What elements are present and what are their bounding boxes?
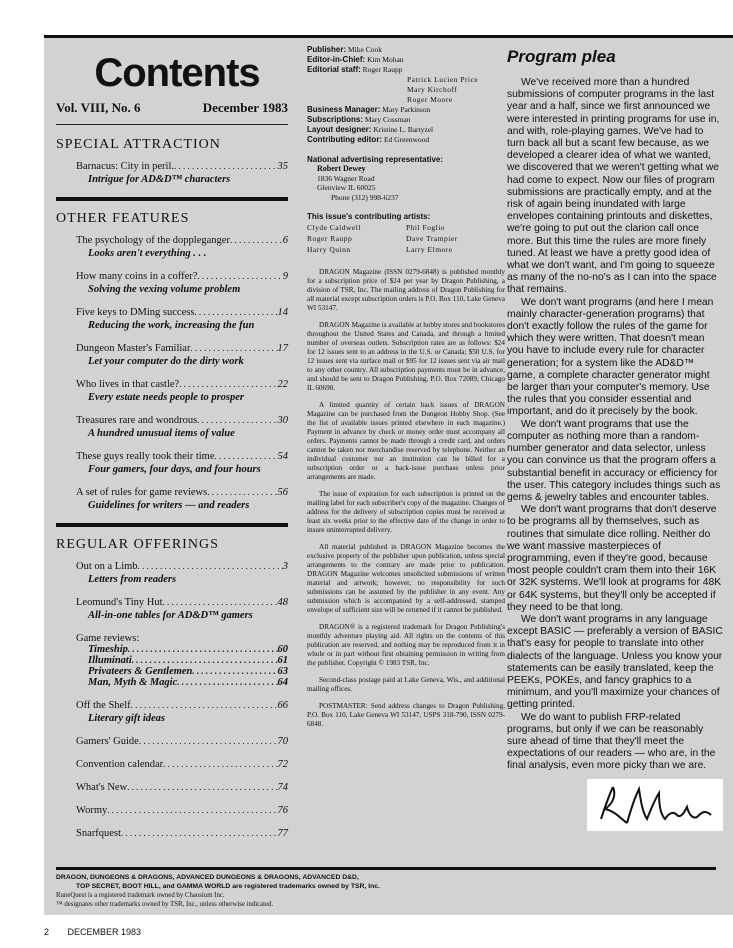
contents-entry xyxy=(76,235,288,259)
artist-name: Phil Foglio xyxy=(406,223,446,232)
entry-line xyxy=(76,161,288,172)
section-heading-features: OTHER FEATURES xyxy=(56,211,190,226)
entry-page: 66 xyxy=(277,700,288,711)
subscriptions-name: Mary Cossman xyxy=(364,115,411,124)
entry-line xyxy=(76,451,288,462)
trademark-line: TOP SECRET, BOOT HILL, and GAMMA WORLD are registered trademarks owned by TSR, Inc. xyxy=(76,883,380,890)
entry-line xyxy=(76,782,288,793)
entry-title: Five keys to DMing success xyxy=(76,307,195,318)
entry-page: 76 xyxy=(277,805,288,816)
masthead xyxy=(307,45,505,145)
entry-page: 17 xyxy=(277,343,288,354)
editorial-body xyxy=(507,77,723,773)
staff-name: Mary Kirchoff xyxy=(407,85,458,94)
review-page: 60 xyxy=(277,644,288,655)
review-title: Man, Myth & Magic xyxy=(88,677,178,688)
contents-entry xyxy=(76,828,288,839)
contents-entry xyxy=(76,307,288,331)
entry-line xyxy=(76,561,288,572)
entry-page: 56 xyxy=(277,487,288,498)
divider xyxy=(56,124,288,125)
material-paragraph: All material published in DRAGON Magazine becomes the exclusive property of the publisher upon publication, unless special arrangements to the contrary are made prior to publication. DRAGON Magazine welcomes unsolicited submissions of written material and artwork; however, no responsibility for such submissions can be assumed by the publisher in any event. Any submission which is accompanied by a self-addressed, stamped envelope of sufficient size will be returned if it cannot be published. xyxy=(307,543,505,614)
entry-title: Leomund's Tiny Hut xyxy=(76,597,163,608)
leader-dots xyxy=(121,828,278,839)
editor-signature xyxy=(587,779,723,831)
entry-description: Looks aren't everything . . . xyxy=(88,248,207,259)
leader-dots xyxy=(132,655,278,666)
artist-name: Roger Raupp xyxy=(307,234,353,243)
entry-page: 35 xyxy=(277,161,288,172)
entry-line xyxy=(76,343,288,354)
entry-page: 74 xyxy=(277,782,288,793)
review-page: 64 xyxy=(277,677,288,688)
business-manager-label: Business Manager: xyxy=(307,105,381,114)
entry-page: 72 xyxy=(277,759,288,770)
page-footer xyxy=(44,927,141,937)
editor-label: Editor-in-Chief: xyxy=(307,55,366,64)
entry-page: 54 xyxy=(277,451,288,462)
leader-dots xyxy=(174,161,278,172)
issue-line xyxy=(56,100,288,116)
regular-list xyxy=(56,561,288,621)
entry-title: Gamers' Guide xyxy=(76,736,139,747)
contents-entry xyxy=(76,597,288,621)
entry-line xyxy=(76,235,288,246)
leader-dots xyxy=(190,343,277,354)
entry-title: Snarfquest xyxy=(76,828,121,839)
leader-dots xyxy=(107,805,277,816)
entry-line xyxy=(76,307,288,318)
review-entry xyxy=(88,677,288,688)
entry-title: A set of rules for game reviews xyxy=(76,487,208,498)
leader-dots xyxy=(127,782,277,793)
entry-page: 48 xyxy=(277,597,288,608)
entry-description: Solving the vexing volume problem xyxy=(88,284,241,295)
publisher-label: Publisher: xyxy=(307,45,347,54)
entry-line xyxy=(76,700,288,711)
review-entry xyxy=(88,655,288,666)
entry-page: 3 xyxy=(282,561,288,572)
entry-page: 14 xyxy=(277,307,288,318)
layout-name: Kristine L. Bartyzel xyxy=(373,125,434,134)
masthead-column xyxy=(307,45,505,729)
contributing-editor-label: Contributing editor: xyxy=(307,135,383,144)
editorial-paragraph: We've received more than a hundred submissions of computer programs in the last year and a half, since we first announced we were interested in printing programs for use in, and with, role-playing games. We've had to turn back all but a scant few because, as we developed a clearer idea of what we wanted, we discovered that we weren't getting what we had come to expect. Now our files of program submissions are practically empty, and at the risk of again being inundated with large envelopes containing printouts and diskettes, we're going to put out the clarion call once more. But this time the rules are more finely tuned. At least we have a pretty good idea of what we don't want, and I'm going to squeeze as many of the no-no's as I can into the space that remains. xyxy=(507,77,720,296)
review-title: Privateers & Gentlemen xyxy=(88,666,193,677)
layout-label: Layout designer: xyxy=(307,125,372,134)
editorial-paragraph: We don't want programs (and here I mean mainly character-generation programs) that don't exactly follow the rules of the game for which they were written. That doesn't mean you have to include every rule for character generation; for a system like the AD&D™ game, a complete character generator might be larger than your computer's memory. Use the rules that you consider essential and important, and do it precisely by the book. xyxy=(507,296,714,418)
postmaster-paragraph: POSTMASTER: Send address changes to Dragon Publishing, P.O. Box 110, Lake Geneva WI 53147, USPS 318-790, ISSN 0279-6848. xyxy=(307,702,505,728)
entry-line xyxy=(76,828,288,839)
artists-heading: This issue's contributing artists: xyxy=(307,212,431,221)
entry-title: How many coins in a coffer? xyxy=(76,271,198,282)
entry-description: Intrigue for AD&D™ characters xyxy=(88,174,231,185)
trademark-line: ™ designates other trademarks owned by TSR, Inc., unless otherwise indicated. xyxy=(56,901,274,908)
leader-dots xyxy=(139,736,278,747)
leader-dots xyxy=(215,451,278,462)
contents-entry xyxy=(76,415,288,439)
entry-page: 30 xyxy=(277,415,288,426)
contents-entry xyxy=(76,451,288,475)
advertising-name: Robert Dewey xyxy=(317,164,366,173)
expiration-paragraph: The issue of expiration for each subscription is printed on the mailing label for each subscriber's copy of the magazine. Changes of address for the delivery of subscription copies must be received at least six weeks prior to the effective date of the change in order to insure uninterrupted delivery. xyxy=(307,490,505,534)
contents-entry xyxy=(76,759,288,770)
entry-title: These guys really took their time xyxy=(76,451,215,462)
entry-description: Reducing the work, increasing the fun xyxy=(88,320,255,331)
page-date: DECEMBER 1983 xyxy=(67,927,142,937)
editorial-column xyxy=(507,45,723,831)
subscriptions-label: Subscriptions: xyxy=(307,115,364,124)
artist-name: Clyde Caldwell xyxy=(307,223,361,232)
postage-paragraph: Second-class postage paid at Lake Geneva, Wis., and additional mailing offices. xyxy=(307,676,505,693)
game-reviews-list xyxy=(76,644,288,688)
contents-column xyxy=(56,45,288,851)
entry-title: Dungeon Master's Familiar xyxy=(76,343,191,354)
editorial-paragraph: We don't want programs that use the computer as nothing more than a random-number generator and data selector, unless you can convince us that the program offers a substantial benefit in accuracy or efficiency for the user. This category includes things such as gems & jewelry tables and encounter tables. xyxy=(507,418,721,503)
availability-paragraph: DRAGON Magazine is available at hobby stores and bookstores throughout the United States and Canada, and through a limited number of overseas outlets. Subscription rates are as follows: $24 for 12 issues sent to an address in the U.S. or Canada; $50 U.S. for 12 issues sent via surface mail or $95 for 12 issues sent via air mail to any other country. All subscription payments must be in advance, and should be sent to Dragon Publishing, P.O. Box 72089, Chicago IL 60690. xyxy=(307,321,505,392)
entry-title: Barnacus: City in peril. xyxy=(76,161,174,172)
entry-line xyxy=(76,379,288,390)
contents-entry xyxy=(76,736,288,747)
entry-title: The psychology of the doppleganger xyxy=(76,235,230,246)
contents-entry xyxy=(76,271,288,295)
divider xyxy=(56,197,288,201)
review-title: Timeship xyxy=(88,644,128,655)
entry-page: 70 xyxy=(277,736,288,747)
entry-page: 6 xyxy=(282,235,288,246)
entry-description: All-in-one tables for AD&D™ gamers xyxy=(88,610,253,621)
entry-line xyxy=(76,597,288,608)
trademark-line: DRAGON, DUNGEONS & DRAGONS, ADVANCED DUNGEONS & DRAGONS, ADVANCED D&D, xyxy=(56,874,359,881)
leader-dots xyxy=(179,379,277,390)
contents-entry xyxy=(76,161,288,185)
leader-dots xyxy=(138,561,283,572)
contents-entry xyxy=(76,379,288,403)
section-heading-special: SPECIAL ATTRACTION xyxy=(56,137,221,152)
back-issues-paragraph: A limited quantity of certain back issues of DRAGON Magazine can be purchased from the Dungeon Hobby Shop. (See the list of available issues printed elsewhere in each magazine.) Payment in advance by check or money order must accompany all orders. Payments cannot be made through a credit card, and orders cannot be taken nor merchandise reserved by telephone. Neither an individual customer nor an institution can be billed for a subscription order or a back-issue purchase unless prior arrangements are made. xyxy=(307,401,505,481)
entry-line xyxy=(76,736,288,747)
trademark-line: RuneQuest is a registered trademark owned by Chaosium Inc. xyxy=(56,892,225,899)
entry-title: Treasures rare and wondrous xyxy=(76,415,198,426)
entry-description: A hundred unusual items of value xyxy=(88,428,235,439)
publisher-name: Mike Cook xyxy=(348,45,382,54)
entry-description: Let your computer do the dirty work xyxy=(88,356,244,367)
entry-description: Literary gift ideas xyxy=(88,713,165,724)
contents-entry xyxy=(76,805,288,816)
advertising-address: Glenview IL 60025 xyxy=(317,183,376,192)
advertising-heading: National advertising representative: xyxy=(307,155,444,164)
entry-description: Four gamers, four days, and four hours xyxy=(88,464,261,475)
review-page: 61 xyxy=(277,655,288,666)
entry-line xyxy=(76,271,288,282)
staff-name: Patrick Lucien Price xyxy=(407,75,479,84)
entry-description: Guidelines for writers — and readers xyxy=(88,500,250,511)
advertising-contact xyxy=(317,164,505,202)
page-rule-top xyxy=(44,35,733,38)
staff-name: Roger Raupp xyxy=(362,65,403,74)
signature-graphic xyxy=(587,779,723,831)
issue-date: December 1983 xyxy=(202,100,288,115)
entry-line xyxy=(76,487,288,498)
entry-title: Out on a Limb xyxy=(76,561,138,572)
editor-name: Kim Mohan xyxy=(367,55,404,64)
review-page: 63 xyxy=(277,666,288,677)
entry-title: What's New xyxy=(76,782,128,793)
contributing-editor-name: Ed Greenwood xyxy=(383,135,430,144)
artist-name: Harry Quinn xyxy=(307,245,351,254)
entry-description: Every estate needs people to prosper xyxy=(88,392,245,403)
section-heading-regular: REGULAR OFFERINGS xyxy=(56,537,219,552)
leader-dots xyxy=(163,597,278,608)
entry-page: 77 xyxy=(277,828,288,839)
leader-dots xyxy=(197,415,277,426)
contents-entry xyxy=(76,343,288,367)
contents-entry xyxy=(76,782,288,793)
staff-name: Roger Moore xyxy=(407,95,453,104)
leader-dots xyxy=(230,235,283,246)
divider xyxy=(56,523,288,527)
special-list xyxy=(56,161,288,185)
leader-dots xyxy=(197,271,282,282)
business-manager-name: Mary Parkinson xyxy=(382,105,431,114)
editorial-title: Program plea xyxy=(507,47,616,66)
leader-dots xyxy=(128,644,278,655)
review-title: Illuminati xyxy=(88,655,132,666)
staff-label: Editorial staff: xyxy=(307,65,361,74)
editorial-paragraph: We don't want programs that don't deserve to be programs all by themselves, such as routines that simulate dice rolling. Neither do we want massive masterpieces of programming, even if they're good, because most people couldn't cram them into their 16K or 32K systems. We'll look at programs for 48K or 64K systems, but they'll only be accepted if they need to be that long. xyxy=(507,504,722,613)
entry-line xyxy=(76,805,288,816)
contents-entry xyxy=(76,487,288,511)
entry-description: Letters from readers xyxy=(88,574,177,585)
contents-entry xyxy=(76,700,288,724)
leader-dots xyxy=(131,700,278,711)
leader-dots xyxy=(194,307,277,318)
leader-dots xyxy=(207,487,277,498)
editorial-paragraph: We do want to publish FRP-related programs, but only if we can be reasonably sure ahead of time that they'll meet the expectations of our readers — who are, in the final analysis, even more picky than we are. xyxy=(507,711,716,772)
game-reviews-label: Game reviews: xyxy=(76,633,140,644)
contents-entry xyxy=(76,561,288,585)
page-number: 2 xyxy=(44,927,50,937)
regular-list-more xyxy=(56,700,288,839)
artist-name: Dave Trampier xyxy=(406,234,458,243)
advertising-address: 1836 Wagner Road xyxy=(317,173,375,183)
entry-line xyxy=(76,415,288,426)
artist-name: Larry Elmore xyxy=(406,245,453,254)
advertising-phone: Phone (312) 998-6237 xyxy=(331,192,399,202)
entry-page: 22 xyxy=(277,379,288,390)
volume-number: Vol. VIII, No. 6 xyxy=(56,100,141,115)
leader-dots xyxy=(177,677,277,688)
entry-line xyxy=(76,759,288,770)
features-list xyxy=(56,235,288,511)
page-title: Contents xyxy=(94,51,260,95)
leader-dots xyxy=(163,759,277,770)
entry-title: Who lives in that castle? xyxy=(76,379,180,390)
review-entry xyxy=(88,666,288,677)
trademark-paragraph: DRAGON® is a registered trademark for Dragon Publishing's monthly adventure playing aid. All rights on the contents of this publication are reserved, and nothing may be reproduced from it in whole or in part without first obtaining permission in writing from the publisher. Copyright © 1983 TSR, Inc. xyxy=(307,623,505,667)
review-entry xyxy=(88,644,288,655)
entry-title: Convention calendar xyxy=(76,759,164,770)
leader-dots xyxy=(192,666,277,677)
editorial-paragraph: We don't want programs in any language except BASIC — preferably a version of BASIC that's easy for people to translate into other dialects of the language. Unless you know your statements can be easily translated, keep the PEEKs, POKEs, and fancy graphics to a minimum, and you'll maximize your chances of getting printed. xyxy=(507,613,723,711)
magazine-page xyxy=(44,35,733,915)
entry-page: 9 xyxy=(282,271,288,282)
game-reviews-block xyxy=(76,633,288,688)
entry-title: Wormy xyxy=(76,805,108,816)
trademark-footer xyxy=(56,867,716,909)
publication-paragraph: DRAGON Magazine (ISSN 0279-6848) is published monthly for a subscription price of $24 per year by Dragon Publishing, a division of TSR, Inc. The mailing address of Dragon Publishing for all material except subscription orders is P.O. Box 110, Lake Geneva WI 53147. xyxy=(307,268,505,312)
artists-list xyxy=(307,223,505,254)
entry-title: Off the Shelf xyxy=(76,700,131,711)
